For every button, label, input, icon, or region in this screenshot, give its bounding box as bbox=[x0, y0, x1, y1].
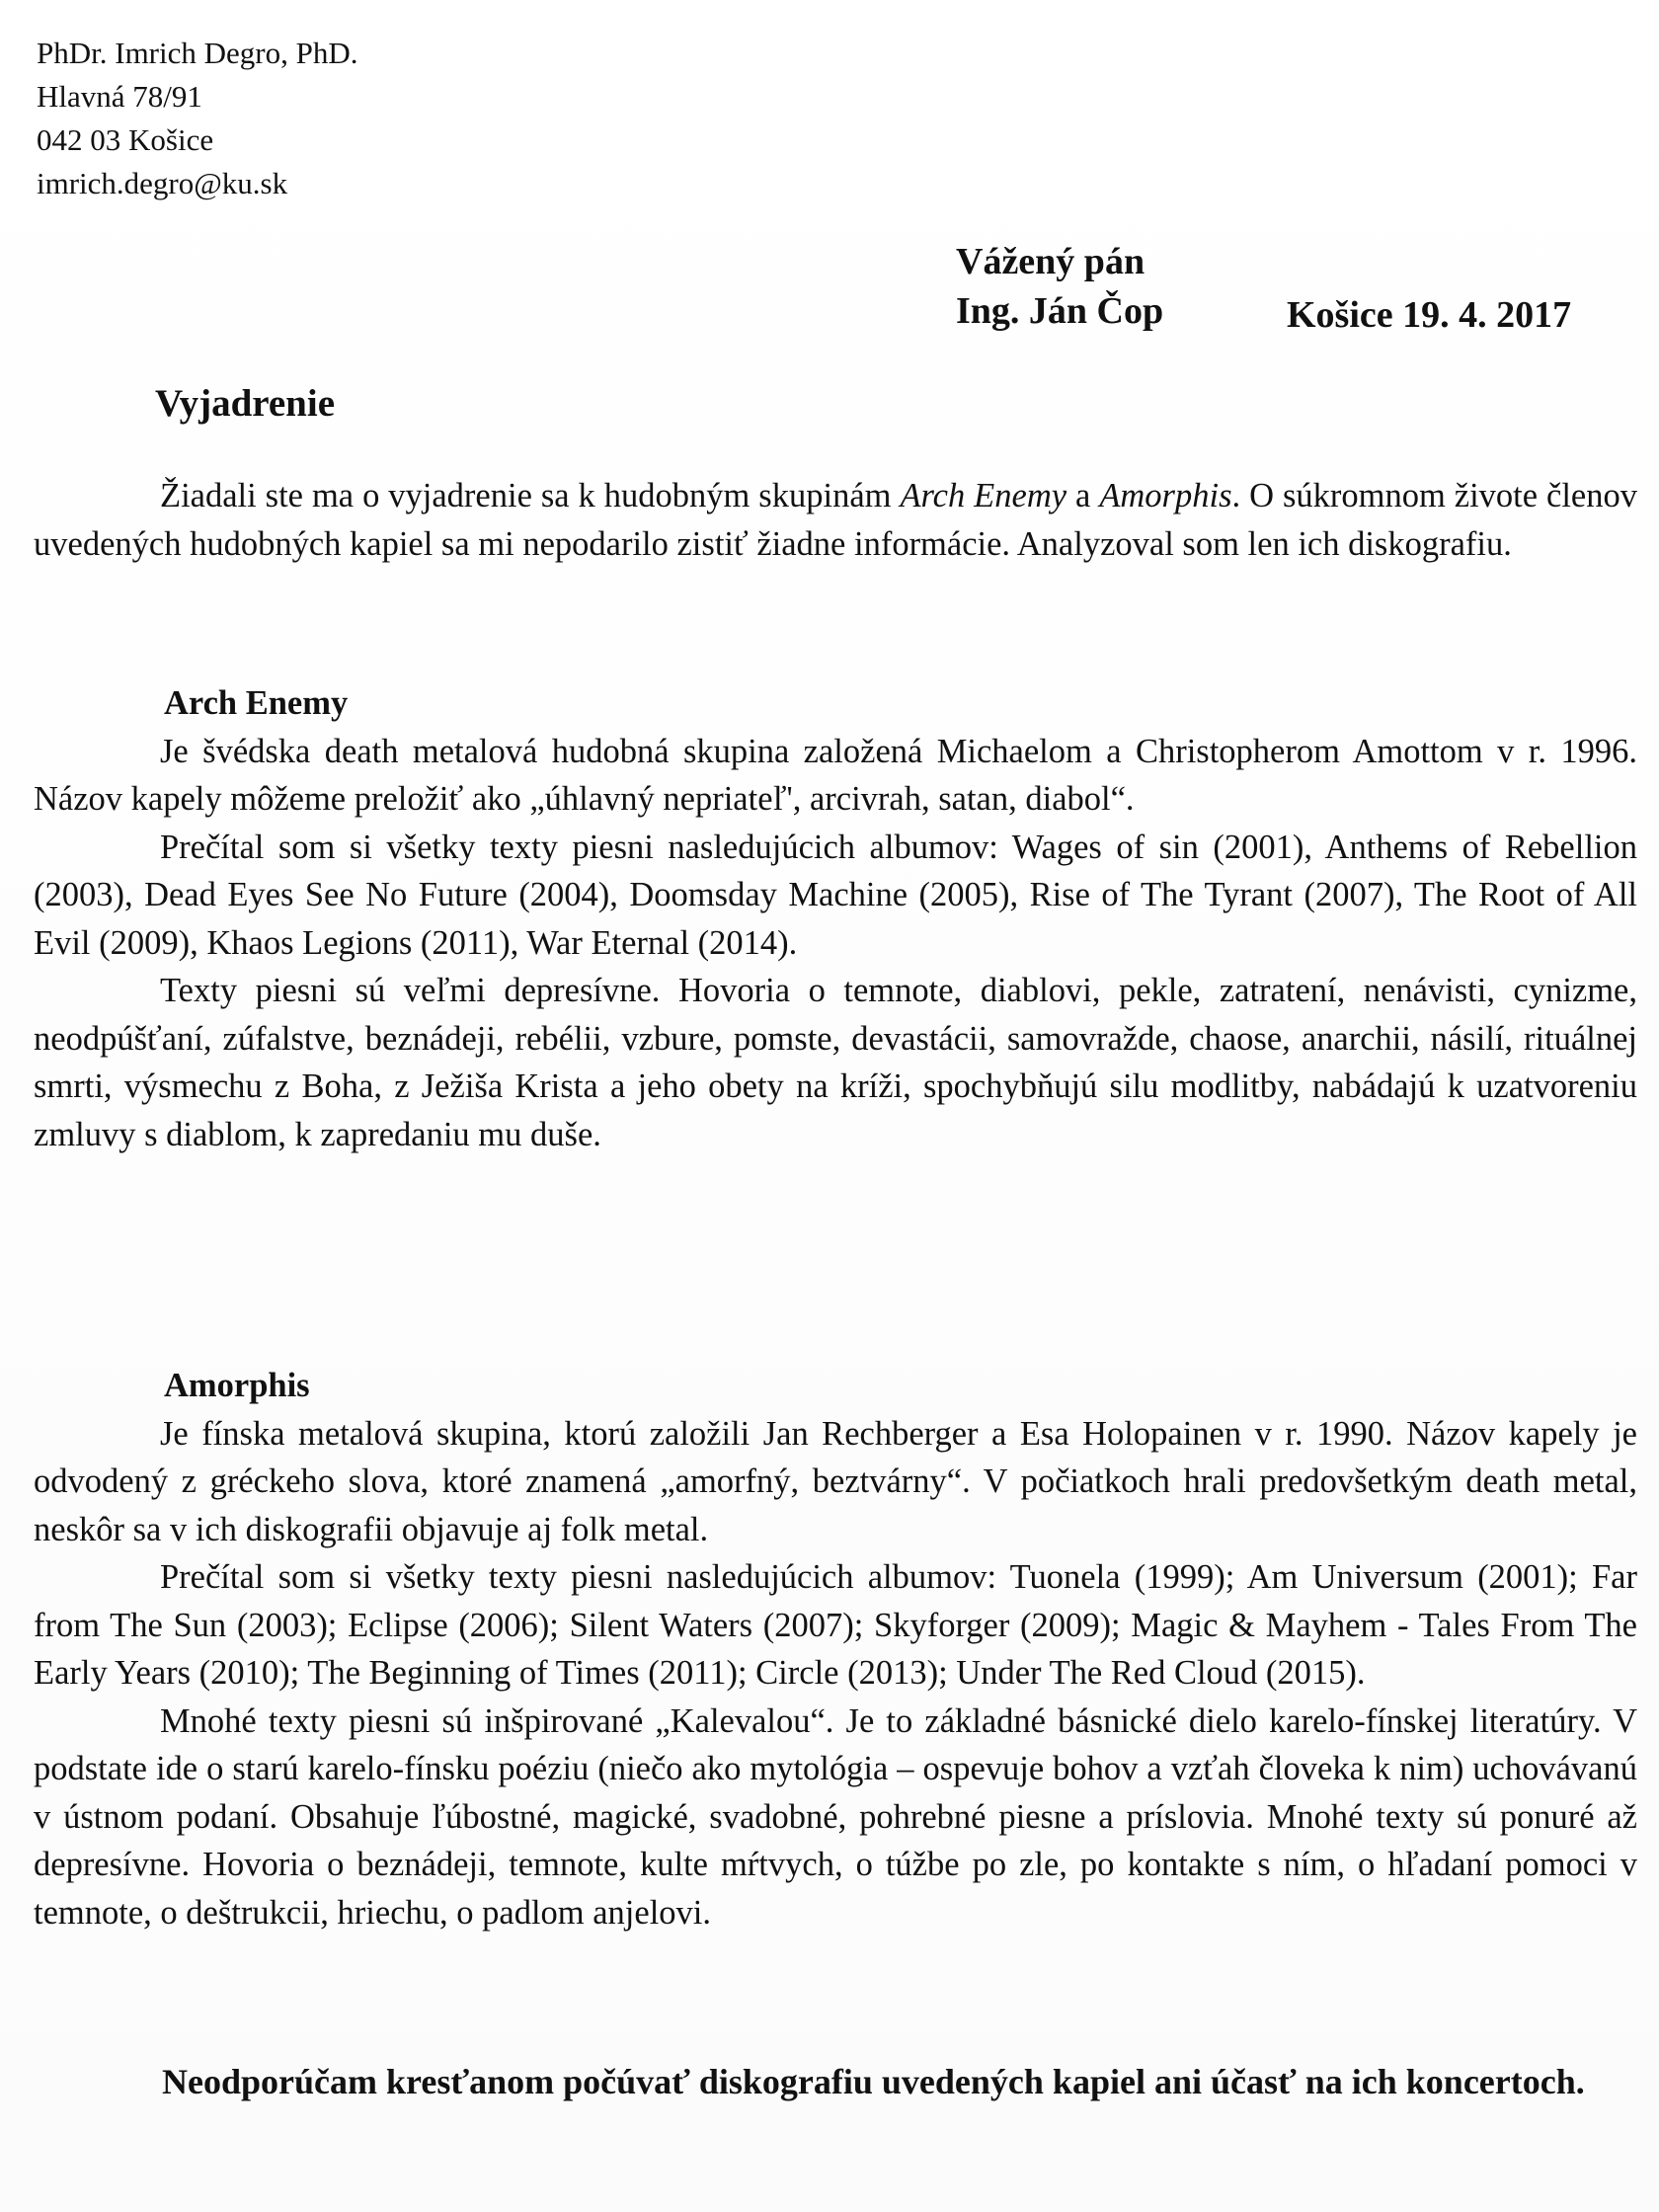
amorphis-paragraph-1: Je fínska metalová skupina, ktorú založili Jan Rechberger a Esa Holopainen v r. 1990. Názov kapely je odvodený z gréckeho slova, ktoré znamená „amorfný, beztvárny“. V počiatkoch hrali predovšetkým death metal, neskôr sa v ich diskografii objavuje aj folk metal. bbox=[34, 1414, 1637, 1548]
sender-address bbox=[37, 32, 629, 205]
amorphis-paragraph-2: Prečítal som si všetky texty piesni nasledujúcich albumov: Tuonela (1999); Am Universum (2001); Far from The Sun (2003); Eclipse (2006); Silent Waters (2007); Skyforger (2009); Magic & Mayhem - Tales From The Early Years (2010); The Beginning of Times (2011); Circle (2013); Under The Red Cloud (2015). bbox=[34, 1558, 1637, 1692]
recipient-salutation: Vážený pán bbox=[956, 241, 1146, 282]
arch-enemy-heading: Arch Enemy bbox=[164, 684, 349, 722]
intro-text-end: . O súkromnom živote členov uvedených hudobných kapiel sa mi nepodarilo zistiť žiadne informácie. Analyzoval som len ich diskografiu. bbox=[34, 477, 1637, 563]
closing-statement: Neodporúčam kresťanom počúvať diskografiu uvedených kapiel ani účasť na ich koncertoch. bbox=[162, 2062, 1585, 2101]
arch-enemy-paragraph-1: Je švédska death metalová hudobná skupina založená Michaelom a Christopherom Amottom v r. 1996. Názov kapely môžeme preložiť ako „úhlavný nepriateľ', arcivrah, satan, diabol“. bbox=[34, 732, 1637, 818]
amorphis-paragraph-3: Mnohé texty piesni sú inšpirované „Kalevalou“. Je to základné básnické dielo karelo-fínskej literatúry. V podstate ide o starú karelo-fínsku poéziu (niečo ako mytológia – ospevuje bohov a vzťah človeka k nim) uchovávanú v ústnom podaní. Obsahuje ľúbostné, magické, svadobné, pohrebné piesne a príslovia. Mnohé texty sú ponuré až depresívne. Hovoria o beznádeji, temnote, kulte mŕtvych, o túžbe po zle, po kontakte s ním, o hľadaní pomoci v temnote, o deštrukcii, hriechu, o padlom anjelovi. bbox=[34, 1701, 1637, 1932]
intro-band-amorphis: Amorphis bbox=[1099, 477, 1232, 514]
intro-paragraph bbox=[34, 472, 1637, 568]
intro-conjunction: a bbox=[1066, 477, 1100, 514]
sender-city: 042 03 Košice bbox=[37, 122, 214, 157]
letter-title: Vyjadrenie bbox=[155, 382, 336, 425]
amorphis-section bbox=[34, 1362, 1637, 1936]
intro-text-start: Žiadali ste ma o vyjadrenie sa k hudobným skupinám bbox=[160, 477, 901, 514]
intro-band-arch-enemy: Arch Enemy bbox=[900, 477, 1067, 514]
recipient-block bbox=[956, 237, 1282, 336]
intro-section bbox=[34, 472, 1637, 568]
date-line: Košice 19. 4. 2017 bbox=[1287, 294, 1572, 336]
arch-enemy-section bbox=[34, 679, 1637, 1158]
amorphis-heading: Amorphis bbox=[164, 1367, 310, 1404]
arch-enemy-paragraph-2: Prečítal som si všetky texty piesni nasledujúcich albumov: Wages of sin (2001), Anthems of Rebellion (2003), Dead Eyes See No Future (2004), Doomsday Machine (2005), Rise of The Tyrant (2007), The Root of All Evil (2009), Khaos Legions (2011), War Eternal (2014). bbox=[34, 828, 1637, 962]
sender-email: imrich.degro@ku.sk bbox=[37, 166, 288, 200]
arch-enemy-paragraph-3: Texty piesni sú veľmi depresívne. Hovoria o temnote, diablovi, pekle, zatratení, nenávisti, cynizme, neodpúšťaní, zúfalstve, beznádeji, rebélii, vzbure, pomste, devastácii, samovražde, chaose, anarchii, násilí, rituálnej smrti, výsmechu z Boha, z Ježiša Krista a jeho obety na kríži, spochybňujú silu modlitby, nabádajú k uzatvoreniu zmluvy s diablom, k zapredaniu mu duše. bbox=[34, 972, 1637, 1153]
recipient-name: Ing. Ján Čop bbox=[956, 290, 1164, 332]
sender-name: PhDr. Imrich Degro, PhD. bbox=[37, 36, 358, 70]
sender-street: Hlavná 78/91 bbox=[37, 79, 202, 114]
closing-section bbox=[34, 2056, 1637, 2107]
